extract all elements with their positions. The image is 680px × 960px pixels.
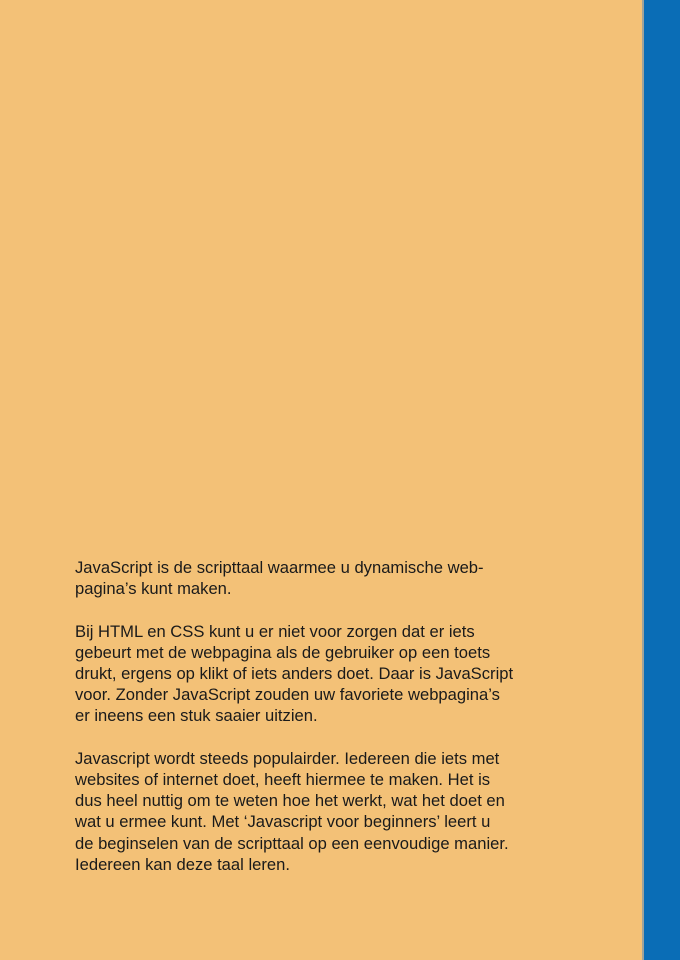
paragraph-popularity [75,748,575,875]
text-line: voor. Zonder JavaScript zouden uw favoriete webpagina’s [75,685,500,705]
paragraph-intro [75,557,575,599]
text-line: websites of internet doet, heeft hiermee te maken. Het is [75,770,491,789]
text-line: pagina’s kunt maken. [75,579,232,599]
text-line: de beginselen van de scripttaal op een eenvoudige manier. [75,833,509,853]
text-line: dus heel nuttig om te weten hoe het werkt, wat het doet en [75,791,505,811]
text-line: wat u ermee kunt. Met ‘Javascript voor beginners’ leert u [75,812,491,832]
text-line: Javascript wordt steeds populairder. Iedereen die iets met [75,748,500,768]
text-line: gebeurt met de webpagina als de gebruiker op een toets [75,642,491,662]
back-cover-text [75,557,575,896]
text-line: Bij HTML en CSS kunt u er niet voor zorgen dat er iets [75,621,475,641]
paragraph-html-css [75,621,575,727]
text-line: er ineens een stuk saaier uitzien. [75,706,318,726]
text-line: Iedereen kan deze taal leren. [75,854,290,874]
text-line: JavaScript is de scripttaal waarmee u dynamische web- [75,558,484,577]
text-line: drukt, ergens op klikt of iets anders doet. Daar is JavaScript [75,664,514,683]
book-spine-bar [644,0,680,960]
